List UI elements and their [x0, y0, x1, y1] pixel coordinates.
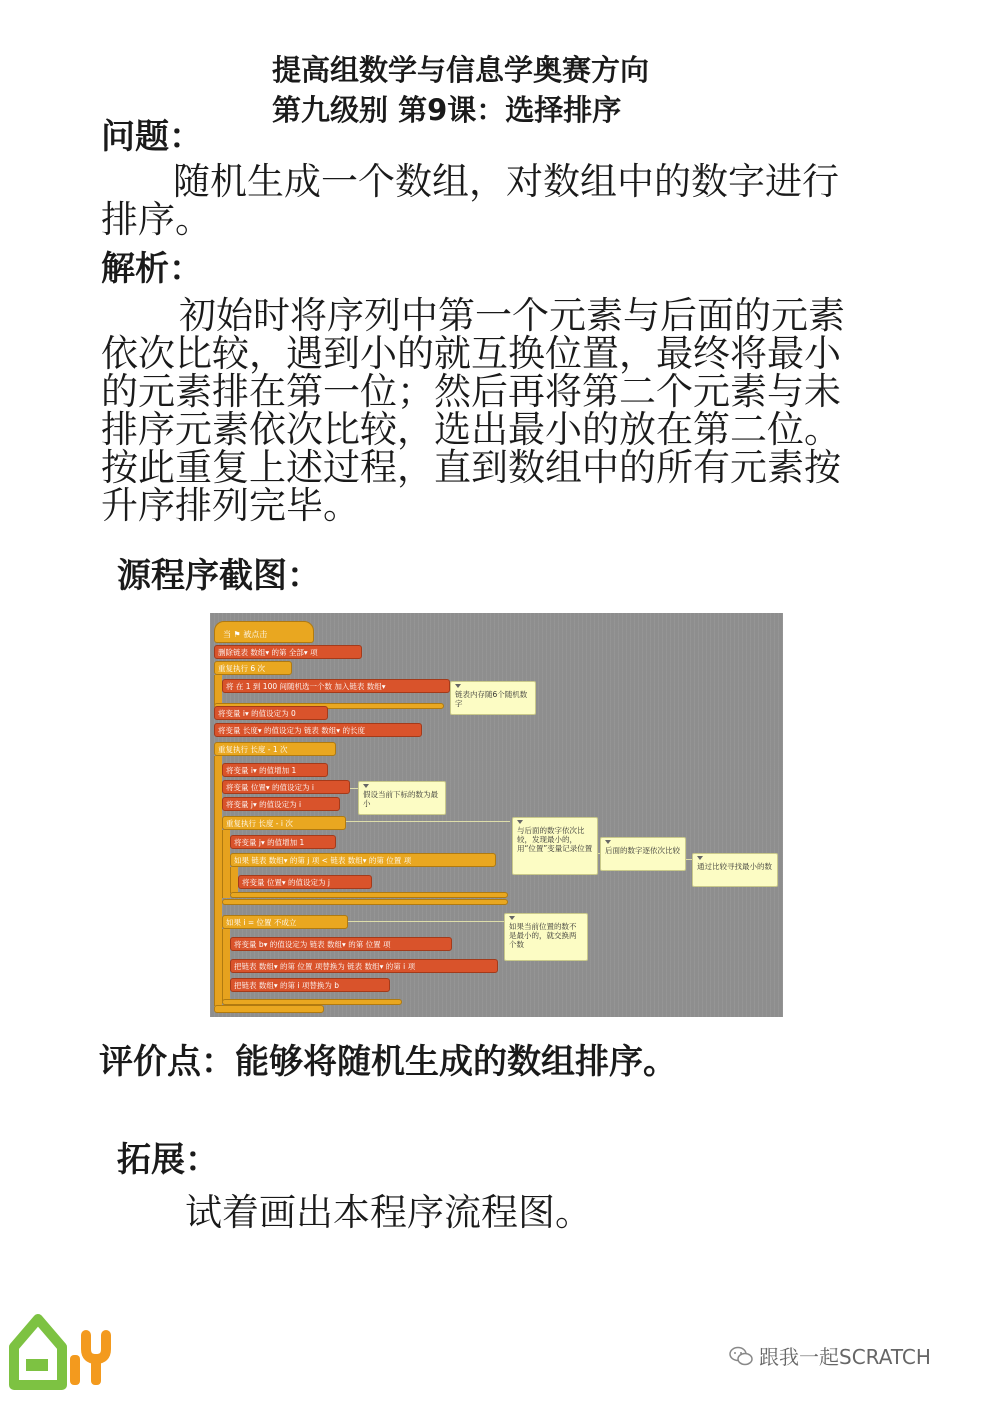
- analysis-line: 排序元素依次比较，选出最小的放在第二位。: [101, 408, 841, 451]
- scratch-comment: 假设当前下标的数为最小: [358, 781, 446, 815]
- scratch-block: 将 在 1 到 100 间随机选一个数 加入链表 数组▾: [222, 679, 450, 693]
- analysis-heading: 解析：: [101, 249, 203, 289]
- wechat-icon: [729, 1346, 753, 1371]
- scratch-block: 重复执行 6 次: [214, 661, 292, 675]
- analysis-line: 初始时将序列中第一个元素与后面的元素: [179, 294, 845, 337]
- problem-text: [101, 160, 901, 241]
- problem-line: 排序。: [101, 198, 212, 241]
- scratch-block: 将变量 j▾ 的值增加 1: [230, 835, 336, 849]
- scratch-comment: 后面的数字逐依次比较: [600, 837, 686, 871]
- analysis-text: [101, 294, 901, 527]
- watermark-text: 跟我一起SCRATCH: [759, 1345, 931, 1369]
- scratch-comment: 通过比较寻找最小的数: [692, 853, 778, 887]
- scratch-comment: 与后面的数字依次比较，发现最小的，用“位置”变量记录位置: [512, 817, 598, 875]
- scratch-block: 如果 i = 位置 不成立: [222, 915, 348, 929]
- doc-title-line2: 第九级别 第9课：选择排序: [272, 93, 622, 127]
- scratch-block: 把链表 数组▾ 的第 i 项替换为 b: [230, 978, 390, 992]
- analysis-line: 依次比较，遇到小的就互换位置，最终将最小: [101, 332, 841, 375]
- evaluation-text: 评价点：能够将随机生成的数组排序。: [99, 1042, 677, 1082]
- scratch-comment: 如果当前位置的数不是最小的，就交换两个数: [504, 913, 588, 961]
- scratch-block: 把链表 数组▾ 的第 位置 项替换为 链表 数组▾ 的第 i 项: [230, 959, 498, 973]
- analysis-line: 升序排列完毕。: [101, 484, 360, 527]
- source-heading: 源程序截图：: [117, 556, 321, 596]
- watermark: [729, 1341, 931, 1371]
- scratch-block: 将变量 长度▾ 的值设定为 链表 数组▾ 的长度: [214, 723, 422, 737]
- extension-heading: 拓展：: [117, 1140, 219, 1180]
- scratch-hat-block: 当 ⚑ 被点击: [214, 621, 314, 643]
- doc-title-line1: 提高组数学与信息学奥赛方向: [272, 53, 650, 87]
- scratch-block: 将变量 j▾ 的值设定为 i: [222, 797, 340, 811]
- brand-logo: [8, 1313, 113, 1391]
- analysis-line: 按此重复上述过程，直到数组中的所有元素按: [101, 446, 841, 489]
- scratch-block: 将变量 i▾ 的值设定为 0: [214, 706, 328, 720]
- scratch-block: 重复执行 长度 - 1 次: [214, 742, 336, 756]
- scratch-block: 将变量 位置▾ 的值设定为 j: [238, 875, 372, 889]
- scratch-screenshot: [210, 613, 783, 1017]
- scratch-block: 删除链表 数组▾ 的第 全部▾ 项: [214, 645, 362, 659]
- analysis-line: 的元素排在第一位；然后再将第二个元素与未: [101, 370, 841, 413]
- scratch-block: 将变量 位置▾ 的值设定为 i: [222, 780, 350, 794]
- scratch-block: 重复执行 长度 - i 次: [222, 816, 346, 830]
- scratch-block: 如果 链表 数组▾ 的第 j 项 < 链表 数组▾ 的第 位置 项: [230, 853, 496, 867]
- problem-heading: 问题：: [101, 117, 203, 157]
- extension-text: 试着画出本程序流程图。: [185, 1191, 592, 1234]
- scratch-comment: 链表内存随6个随机数字: [450, 681, 536, 715]
- problem-line: 随机生成一个数组，对数组中的数字进行: [173, 160, 839, 203]
- scratch-block: 将变量 i▾ 的值增加 1: [222, 763, 328, 777]
- scratch-block: 将变量 b▾ 的值设定为 链表 数组▾ 的第 位置 项: [230, 937, 452, 951]
